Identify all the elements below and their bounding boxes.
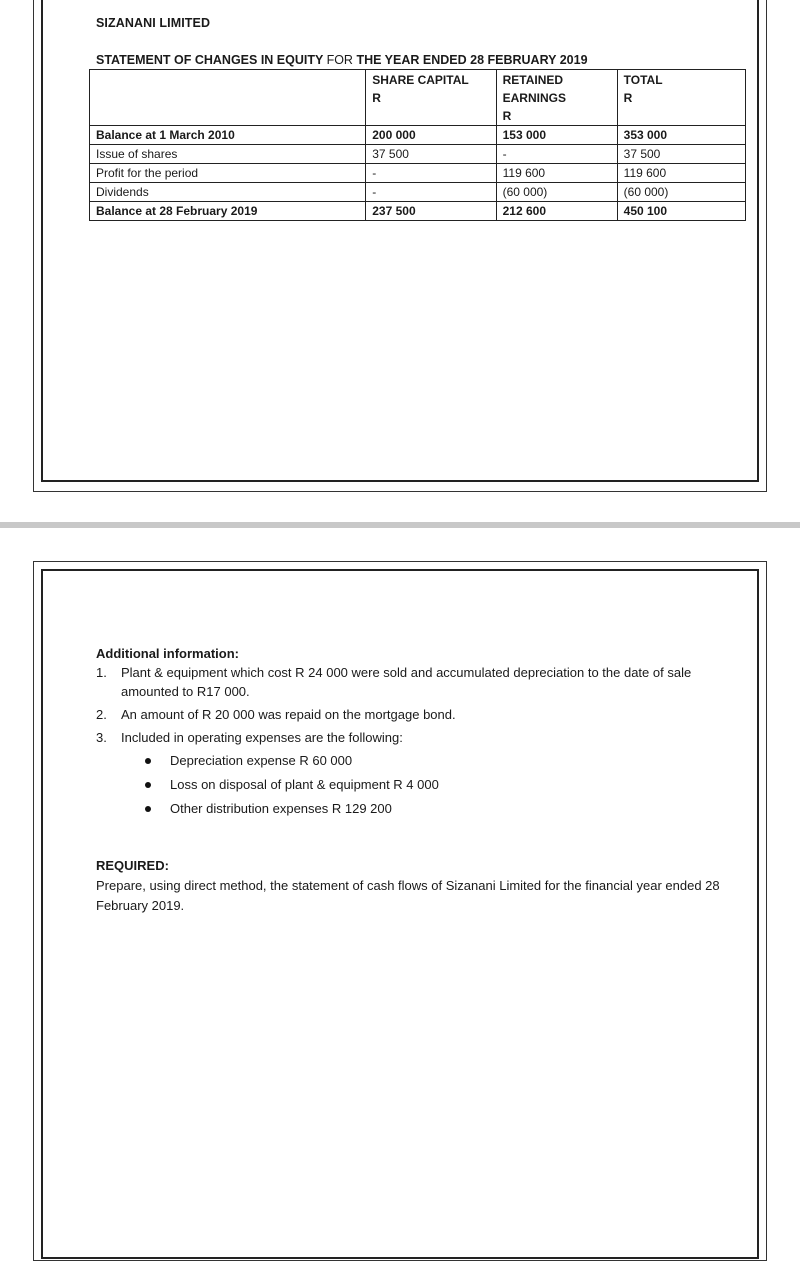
row-label: Dividends	[90, 183, 366, 202]
row-share-capital: 37 500	[366, 145, 496, 164]
row-share-capital: 237 500	[366, 202, 496, 221]
equity-table	[89, 69, 746, 221]
required-section	[96, 856, 736, 916]
row-total: 37 500	[617, 145, 745, 164]
row-total: 119 600	[617, 164, 745, 183]
header-total: TOTAL R	[617, 70, 745, 126]
row-share-capital: 200 000	[366, 126, 496, 145]
table-row	[90, 164, 746, 183]
table-row	[90, 126, 746, 145]
table-row	[90, 202, 746, 221]
bullet-icon	[145, 758, 151, 764]
table-header-row	[90, 70, 746, 126]
bullet-list	[121, 751, 736, 818]
row-share-capital: -	[366, 183, 496, 202]
row-retained: (60 000)	[496, 183, 617, 202]
row-total: 353 000	[617, 126, 745, 145]
list-item: 2. An amount of R 20 000 was repaid on the mortgage bond.	[96, 707, 456, 722]
company-name: SIZANANI LIMITED	[96, 16, 211, 30]
statement-title: STATEMENT OF CHANGES IN EQUITY FOR THE YEAR ENDED 28 FEBRUARY 2019	[96, 53, 588, 67]
additional-information	[96, 644, 736, 823]
additional-heading: Additional information:	[96, 646, 239, 661]
list-item: 1. Plant & equipment which cost R 24 000 were sold and accumulated depreciation to the date of sale amounted to R17 000.	[96, 665, 692, 699]
table-row	[90, 183, 746, 202]
header-label-col	[90, 70, 366, 126]
row-label: Balance at 1 March 2010	[90, 126, 366, 145]
row-label: Balance at 28 February 2019	[90, 202, 366, 221]
row-total: (60 000)	[617, 183, 745, 202]
bullet-item: Loss on disposal of plant & equipment R 4 000	[121, 775, 736, 794]
required-heading: REQUIRED:	[96, 858, 169, 873]
row-retained: 119 600	[496, 164, 617, 183]
list-item: 3. Included in operating expenses are the following: Depreciation expense R 60 000 Loss on disposal of plant & equipment R 4 000 Other distribution expenses R 129 200	[96, 728, 736, 818]
table-row	[90, 145, 746, 164]
page-separator	[0, 522, 800, 528]
row-retained: 153 000	[496, 126, 617, 145]
row-label: Issue of shares	[90, 145, 366, 164]
row-retained: -	[496, 145, 617, 164]
bullet-icon	[145, 806, 151, 812]
bullet-item: Depreciation expense R 60 000	[121, 751, 736, 770]
row-label: Profit for the period	[90, 164, 366, 183]
numbered-list	[96, 663, 736, 818]
header-retained-earnings: RETAINED EARNINGS R	[496, 70, 617, 126]
required-text: Prepare, using direct method, the statement of cash flows of Sizanani Limited for the financial year ended 28 February 2019.	[96, 878, 720, 913]
row-retained: 212 600	[496, 202, 617, 221]
bullet-icon	[145, 782, 151, 788]
row-share-capital: -	[366, 164, 496, 183]
bullet-item: Other distribution expenses R 129 200	[121, 799, 736, 818]
row-total: 450 100	[617, 202, 745, 221]
header-share-capital: SHARE CAPITAL R	[366, 70, 496, 126]
